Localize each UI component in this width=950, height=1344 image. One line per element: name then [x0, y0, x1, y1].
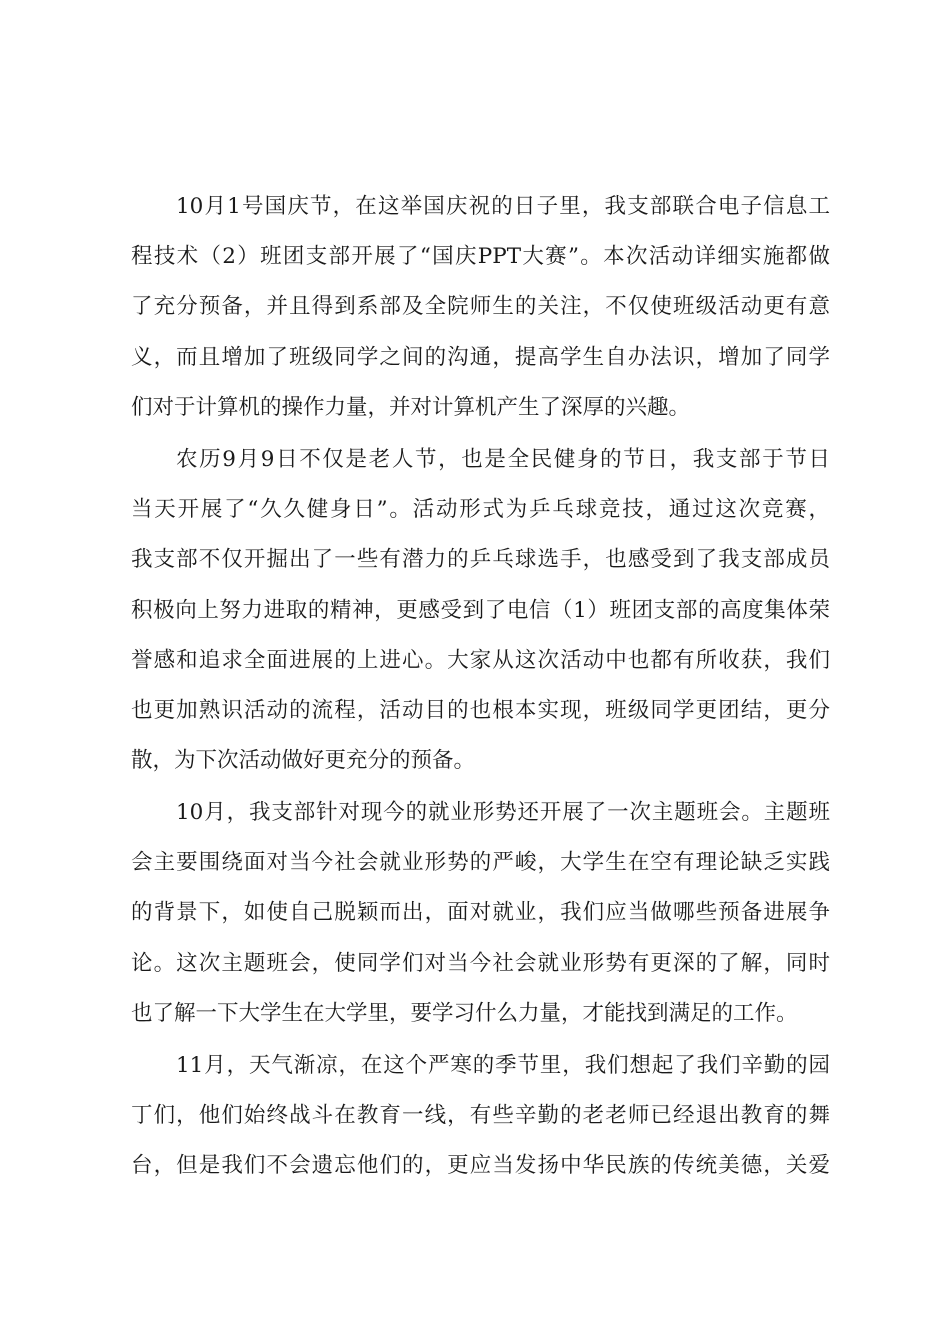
- paragraph-3-line-1: 10月，我支部针对现今的就业形势还开展了一次主题班会。主题班: [176, 800, 830, 825]
- paragraph-3-line-2: 会主要围绕面对当今社会就业形势的严峻，大学生在空有理论缺乏实践: [131, 850, 830, 875]
- paragraph-2-line-3: 我支部不仅开掘出了一些有潜力的乒乓球选手，也感受到了我支部成员: [131, 547, 830, 572]
- paragraph-3-line-3: 的背景下，如使自己脱颖而出，面对就业，我们应当做哪些预备进展争: [131, 900, 830, 925]
- paragraph-2-line-1: 农历9月9日不仅是老人节，也是全民健身的节日，我支部于节日: [176, 447, 830, 472]
- paragraph-4-line-3: 台，但是我们不会遗忘他们的，更应当发扬中华民族的传统美德，关爱: [131, 1153, 830, 1178]
- paragraph-1-line-5: 们对于计算机的操作力量，并对计算机产生了深厚的兴趣。: [131, 395, 691, 420]
- paragraph-1-line-2: 程技术（2）班团支部开展了“国庆PPT大赛”。本次活动详细实施都做: [131, 244, 830, 269]
- paragraph-2-line-7: 散，为下次活动做好更充分的预备。: [131, 748, 476, 773]
- paragraph-4-line-2: 丁们，他们始终战斗在教育一线，有些辛勤的老老师已经退出教育的舞: [131, 1103, 830, 1128]
- paragraph-1-line-3: 了充分预备，并且得到系部及全院师生的关注，不仅使班级活动更有意: [131, 294, 830, 319]
- paragraph-1-line-1: 10月1号国庆节，在这举国庆祝的日子里，我支部联合电子信息工: [176, 194, 830, 219]
- paragraph-2-line-4: 积极向上努力进取的精神，更感受到了电信（1）班团支部的高度集体荣: [131, 598, 830, 623]
- paragraph-2-line-5: 誉感和追求全面进展的上进心。大家从这次活动中也都有所收获，我们: [131, 648, 830, 673]
- paragraph-3-line-5: 也了解一下大学生在大学里，要学习什么力量，才能找到满足的工作。: [131, 1001, 798, 1026]
- paragraph-2-line-2: 当天开展了“久久健身日”。活动形式为乒乓球竞技，通过这次竞赛，: [131, 497, 830, 522]
- paragraph-3-line-4: 论。这次主题班会，使同学们对当今社会就业形势有更深的了解，同时: [131, 951, 830, 976]
- paragraph-1-line-4: 义，而且增加了班级同学之间的沟通，提高学生自办法识，增加了同学: [131, 345, 830, 370]
- paragraph-4-line-1: 11月，天气渐凉，在这个严寒的季节里，我们想起了我们辛勤的园: [176, 1053, 830, 1078]
- paragraph-2-line-6: 也更加熟识活动的流程，活动目的也根本实现，班级同学更团结，更分: [131, 698, 830, 723]
